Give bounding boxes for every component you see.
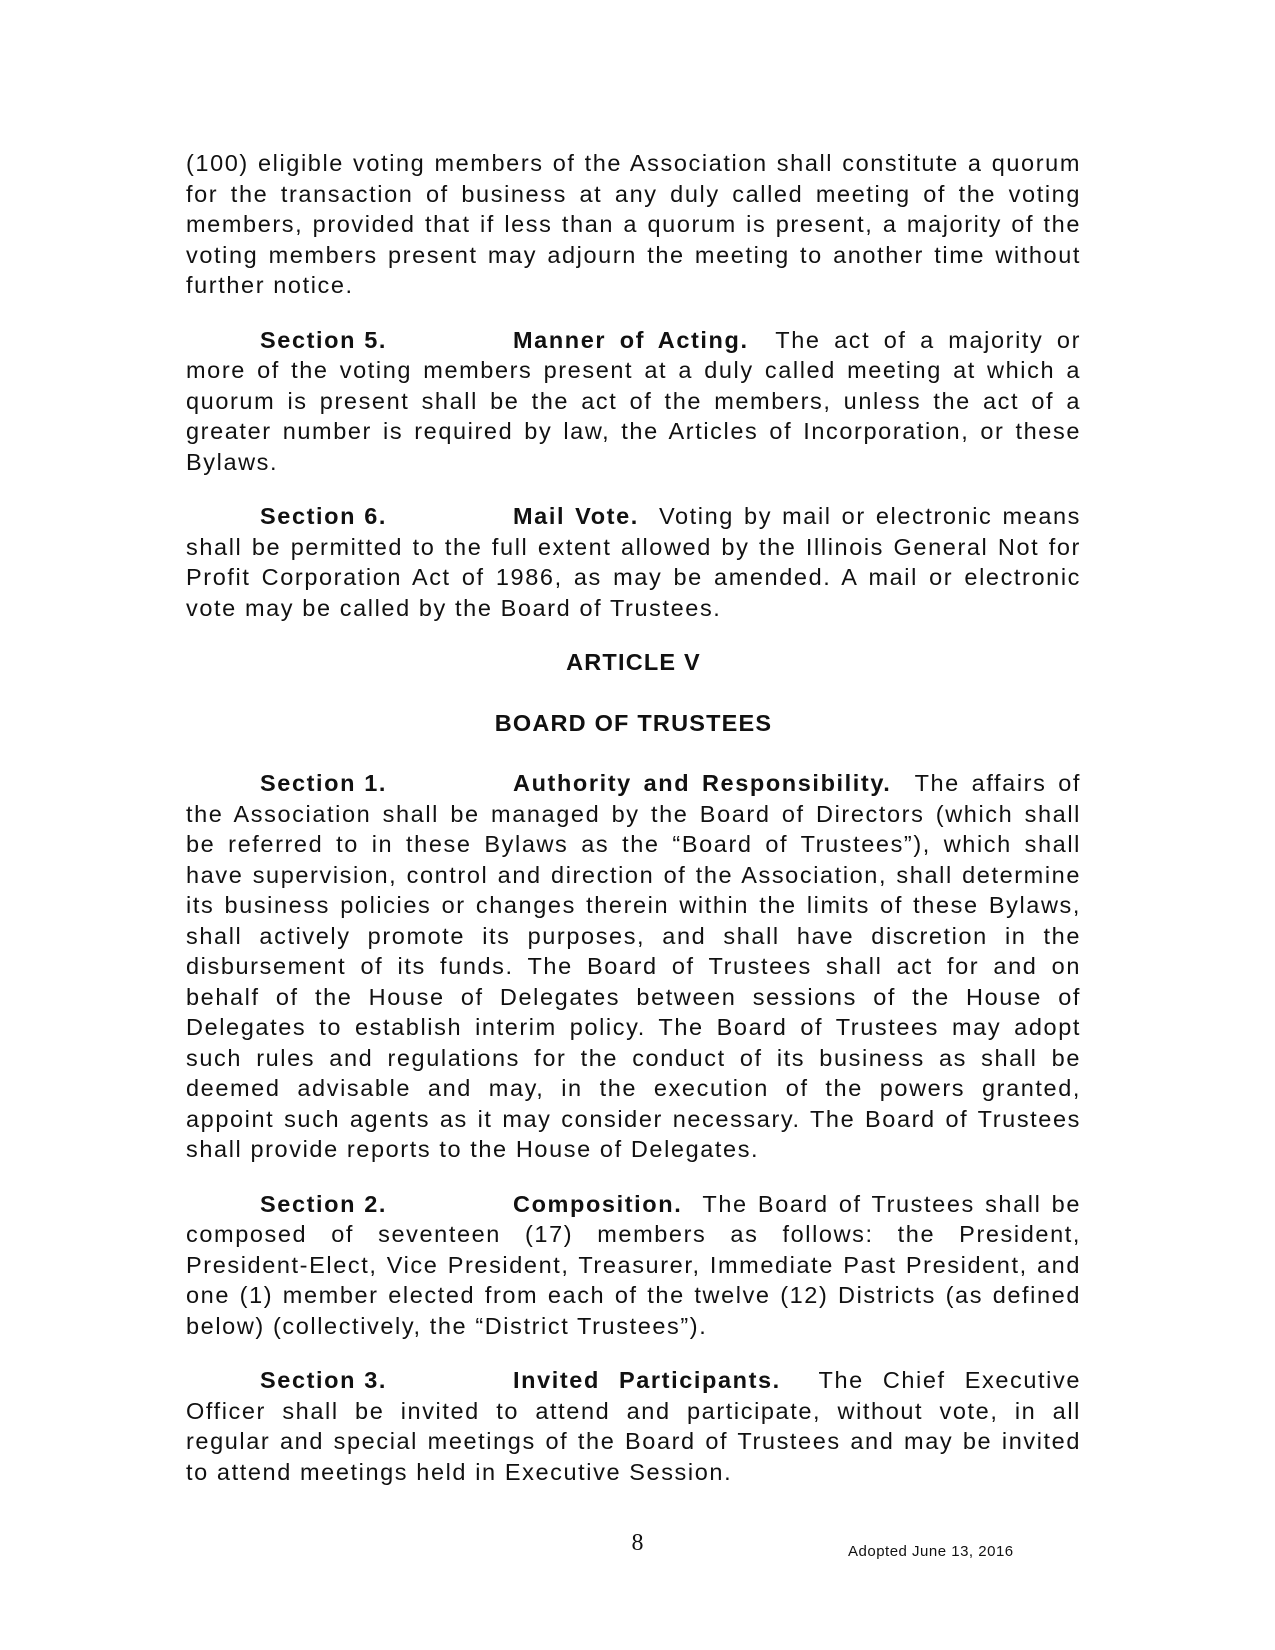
continued-paragraph: (100) eligible voting members of the Association shall constitute a quorum for the transaction of business at any duly called meeting of the voting members, provided that if less than a quorum is present, a majority of the voting members present may adjourn the meeting to another time without further notice. xyxy=(186,150,1081,298)
article-heading: ARTICLE V xyxy=(566,649,701,675)
section-text: The affairs of the Association shall be managed by the Board of Directors (which shall be referred to in these Bylaws as the “Board of Trustees”), which shall have supervision, control and direction of the Association, shall determine its business policies or changes therein within the limits of these Bylaws, shall actively promote its purposes, and shall have discretion in the disbursement of its funds. The Board of Trustees shall act for and on behalf of the House of Delegates between sessions of the House of Delegates to establish interim policy. The Board of Trustees may adopt such rules and regulations for the conduct of its business as shall be deemed advisable and may, in the execution of the powers granted, appoint such agents as it may consider necessary. The Board of Trustees shall provide reports to the House of Delegates. xyxy=(186,770,1082,1162)
section-paragraph xyxy=(186,1189,1081,1342)
adopted-date-note: Adopted June 13, 2016 xyxy=(848,1543,1014,1560)
section-title: Manner of Acting. xyxy=(513,326,749,353)
section-number: Section 1. xyxy=(260,770,388,796)
section-text: The act of a majority or more of the voting members present at a duly called meeting at which a quorum is present shall be the act of the members, unless the act of a greater number is required by law, the Articles of Incorporation, or these Bylaws. xyxy=(186,326,1081,475)
section-title: Invited Participants. xyxy=(513,1367,781,1393)
section-text: Voting by mail or electronic means shall be permitted to the full extent allowed by the Illinois General Not for Profit Corporation Act of 1986, as may be amended. A mail or electronic vote may be called by the Board of Trustees. xyxy=(186,503,1082,621)
section-paragraph xyxy=(186,325,1081,478)
page-number: 8 xyxy=(631,1530,644,1556)
section-number: Section 2. xyxy=(260,1190,388,1217)
page-body xyxy=(186,148,1081,1511)
section-paragraph xyxy=(186,501,1081,623)
section-title: Mail Vote. xyxy=(513,503,639,529)
section-text: The Chief Executive Officer shall be invited to attend and participate, without vote, in all regular and special meetings of the Board of Trustees and may be invited to attend meetings held in Executive Session. xyxy=(186,1367,1081,1485)
section-title: Authority and Responsibility. xyxy=(513,770,892,796)
section-title: Composition. xyxy=(513,1190,683,1217)
section-number: Section 5. xyxy=(260,326,388,353)
section-paragraph xyxy=(186,1365,1081,1487)
article-title: BOARD OF TRUSTEES xyxy=(494,709,773,736)
section-number: Section 6. xyxy=(260,503,388,529)
section-text: The Board of Trustees shall be composed of seventeen (17) members as follows: the President, President-Elect, Vice President, Treasurer, Immediate Past President, and one (1) member elected from each of the twelve (12) Districts (as defined below) (collectively, the “District Trustees”). xyxy=(186,1190,1081,1339)
section-number: Section 3. xyxy=(260,1367,388,1393)
section-paragraph xyxy=(186,768,1081,1165)
